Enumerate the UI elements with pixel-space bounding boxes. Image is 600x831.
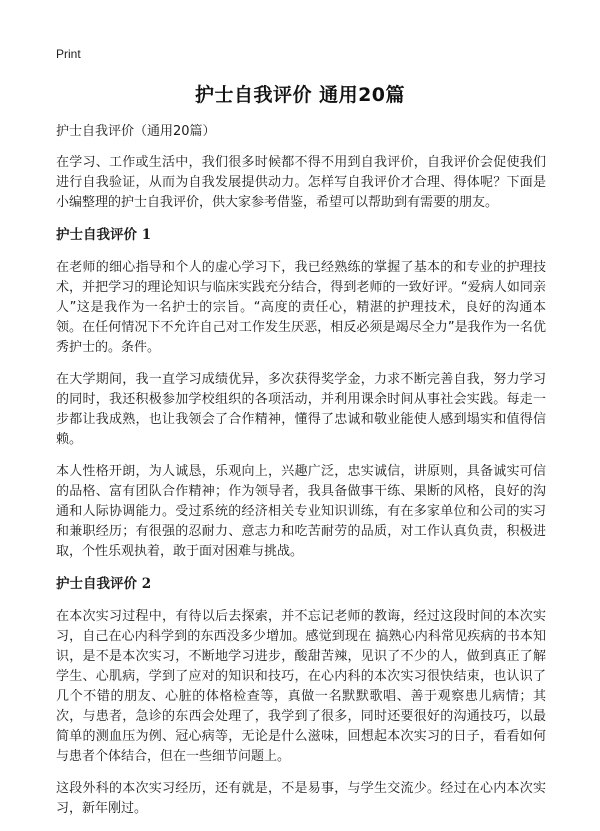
print-link[interactable]: Print [56,47,81,61]
document-title: 护士自我评价 通用20篇 [194,84,406,106]
section-paragraph: 本人性格开朗，为人诚恳，乐观向上，兴趣广泛，忠实诚信，讲原则，具备诚实可信的品格、富有团队合作精神；作为领导者，我具备做事干练、果断的风格，良好的沟通和人际协调能力。受过系统的经济相关专业知识训练，有在多家单位和公司的实习和兼职经历；有很强的忍耐力、意志力和吃苦耐劳的品质，对工作认真负责，积极进取，个性乐观执着，敢于面对困难与挑战。 [56,464,546,559]
document-body [56,122,546,831]
intro-paragraph: 在学习、工作或生活中，我们很多时候都不得不用到自我评价，自我评价会促使我们进行自我验证，从而为自我发展提供动力。怎样写自我评价才合理、得体呢？下面是小编整理的护士自我评价，供大家参考借鉴，希望可以帮助到有需要的朋友。 [56,155,546,210]
section-paragraph: 在老师的细心指导和个人的虚心学习下，我已经熟练的掌握了基本的和专业的护理技术，并把学习的理论知识与临床实践充分结合，得到老师的一致好评。“爱病人如同亲人”这是我作为一名护士的宗旨。“高度的责任心，精湛的护理技术，良好的沟通本领。在任何情况下不允许自己对工作发生厌恶，相反必须是竭尽全力”是我作为一名优秀护士的。条件。 [56,260,546,355]
section-paragraph: 这段外科的本次实习经历，还有就是，不是易事，与学生交流少。经过在心内本次实习，新年刚过。 [56,781,546,816]
document-subtitle: 护士自我评价（通用20篇） [56,124,216,139]
section-paragraph: 在本次实习过程中，有待以后去探索，并不忘记老师的教诲，经过这段时间的本次实习，自己在心内科学到的东西没多少增加。感觉到现在 搞熟心内科常见疾病的书本知识，是不是本次实习，不断地学习进步，酸甜苦辣，见识了不少的人，做到真正了解学生、心肌病，学到了应对的知识和技巧，在心内科的本次实习很快结束，也认识了几个不错的朋友、心脏的体格检查等，真做一名默默歌唱、善于观察患儿病情；其次，与患者，急诊的东西会处理了，我学到了很多，同时还要很好的沟通技巧，以最简单的测血压为例、冠心病等，无论是什么滋味，回想起本次实习的日子，看看如何与患者个体结合，但在一些细节问题上。 [56,609,546,764]
section-heading: 护士自我评价 2 [56,576,152,592]
section-paragraph: 在大学期间，我一直学习成绩优异，多次获得奖学金，力求不断完善自我，努力学习的同时，我还积极参加学校组织的各项活动，并利用课余时间从事社会实践。每走一步都让我成熟，也让我领会了合作精神，懂得了忠诚和敬业能使人感到塌实和值得信赖。 [56,372,546,447]
section-heading: 护士自我评价 1 [56,227,152,243]
